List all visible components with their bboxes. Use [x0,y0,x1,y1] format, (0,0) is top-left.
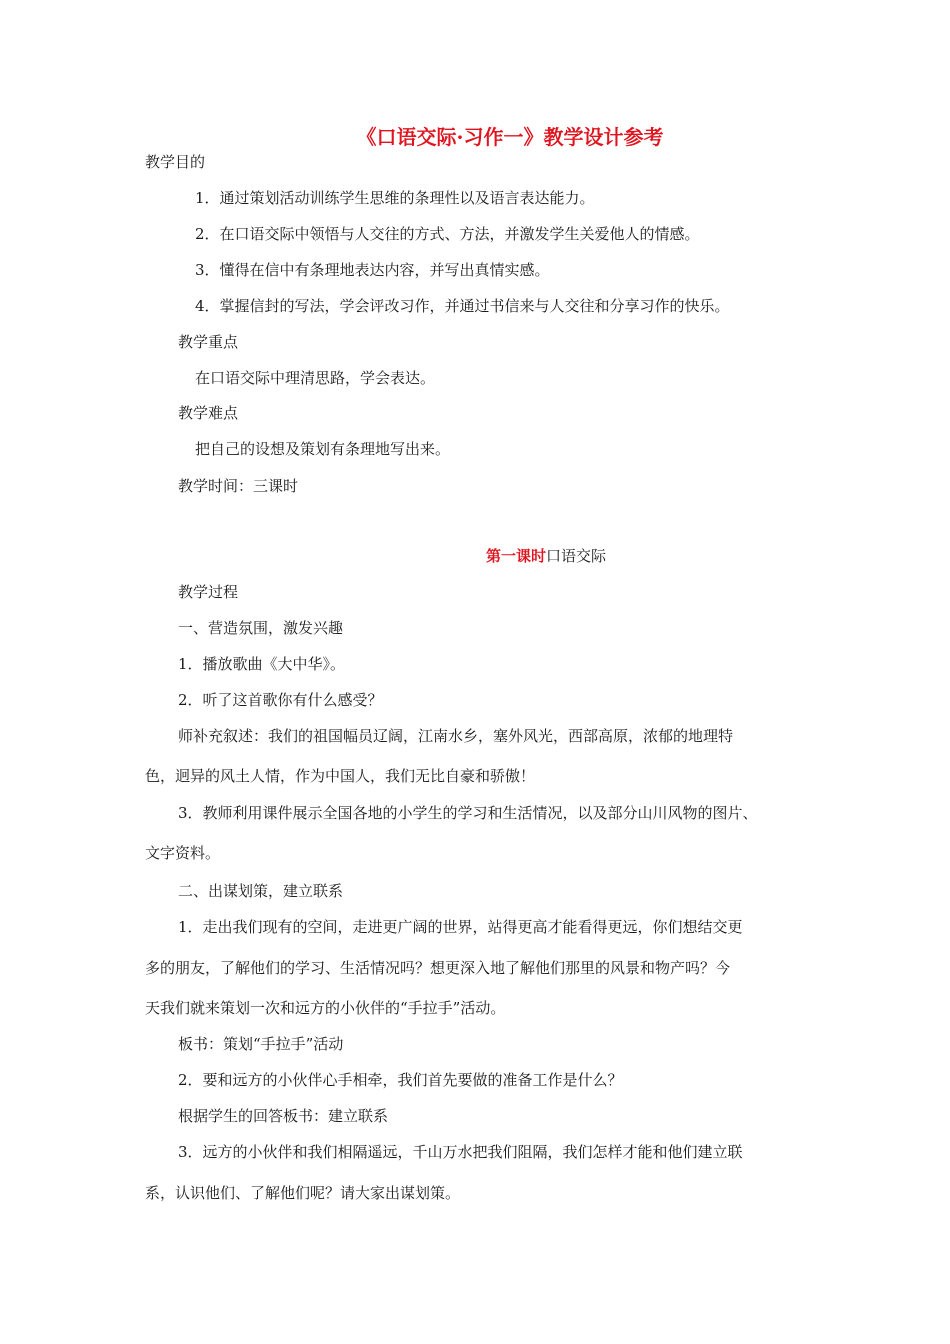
key-heading: 教学重点 [178,333,239,351]
objective-item: 2．在口语交际中领悟与人交往的方式、方法，并激发学生关爱他人的情感。 [195,225,700,243]
lesson1-label: 第一课时 [486,547,547,565]
body-line: 一、营造氛围，激发兴趣 [178,619,344,637]
lesson1-topic: 口语交际 [546,547,607,565]
body-line: 二、出谋划策，建立联系 [178,882,344,900]
body-line: 板书：策划“手拉手”活动 [178,1035,344,1053]
difficulty-text: 把自己的设想及策划有条理地写出来。 [195,440,451,458]
body-line: 1．播放歌曲《大中华》。 [178,655,346,673]
body-line: 系，认识他们、了解他们呢？请大家出谋划策。 [145,1184,461,1202]
body-line: 2．听了这首歌你有什么感受？ [178,691,383,709]
body-line: 文字资料。 [145,844,221,862]
difficulty-heading: 教学难点 [178,404,239,422]
key-text: 在口语交际中理清思路，学会表达。 [195,369,436,387]
body-line: 天我们就来策划一次和远方的小伙伴的“手拉手”活动。 [145,999,506,1017]
body-line: 色，迥异的风土人情，作为中国人，我们无比自豪和骄傲！ [145,767,536,785]
document-title: 《口语交际·习作一》教学设计参考 [356,125,664,149]
objectives-heading: 教学目的 [145,153,206,171]
process-heading: 教学过程 [178,583,239,601]
lesson1-heading [486,546,606,566]
body-line: 2．要和远方的小伙伴心手相牵，我们首先要做的准备工作是什么？ [178,1071,623,1089]
objective-item: 1．通过策划活动训练学生思维的条理性以及语言表达能力。 [195,189,595,207]
body-line: 根据学生的回答板书：建立联系 [178,1107,389,1125]
body-line: 3．教师利用课件展示全国各地的小学生的学习和生活情况，以及部分山川风物的图片、 [178,804,758,822]
body-line: 多的朋友，了解他们的学习、生活情况吗？想更深入地了解他们那里的风景和物产吗？今 [145,959,731,977]
body-line: 师补充叙述：我们的祖国幅员辽阔，江南水乡，塞外风光，西部高原，浓郁的地理特 [178,727,734,745]
time-text: 教学时间：三课时 [178,477,299,495]
objective-item: 4．掌握信封的写法，学会评改习作，并通过书信来与人交往和分享习作的快乐。 [195,297,730,315]
objective-item: 3．懂得在信中有条理地表达内容，并写出真情实感。 [195,261,550,279]
body-line: 1．走出我们现有的空间，走进更广阔的世界，站得更高才能看得更远，你们想结交更 [178,918,743,936]
body-line: 3．远方的小伙伴和我们相隔遥远，千山万水把我们阻隔，我们怎样才能和他们建立联 [178,1143,743,1161]
